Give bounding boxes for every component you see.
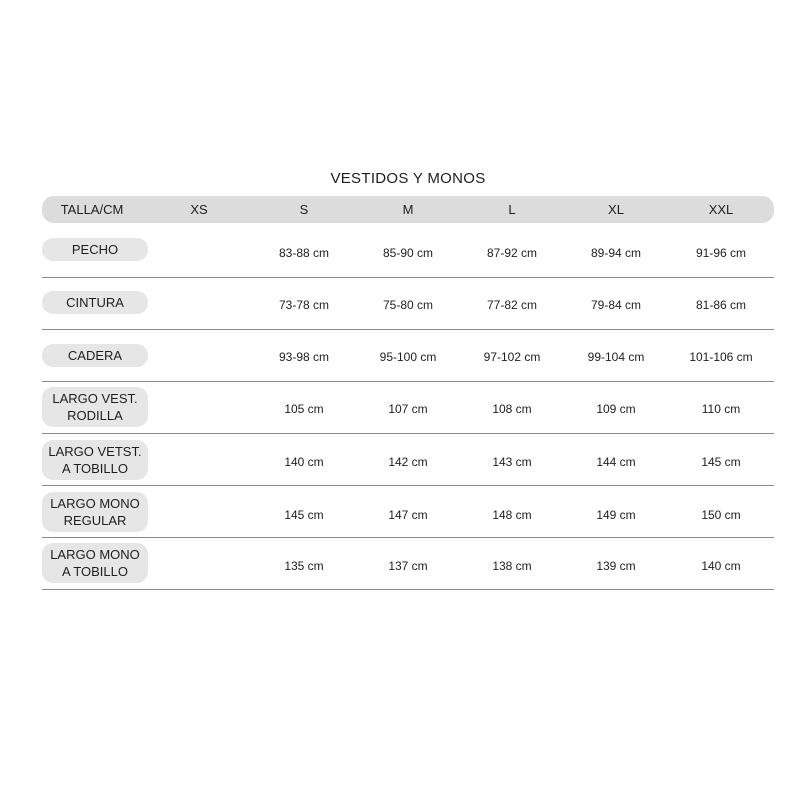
- header-m: M: [402, 202, 414, 217]
- row-label-line-1: LARGO VETST.: [48, 444, 142, 459]
- table-title: VESTIDOS Y MONOS: [330, 170, 486, 187]
- cell-xxl: 150 cm: [701, 508, 741, 522]
- row-label-pill: [42, 492, 148, 532]
- cell-xl: 109 cm: [596, 402, 636, 416]
- cell-xl: 99-104 cm: [587, 350, 645, 364]
- cell-s: 140 cm: [284, 455, 324, 469]
- row-label-pill: [42, 543, 148, 583]
- cell-m: 95-100 cm: [379, 350, 437, 364]
- header-l: L: [508, 202, 516, 217]
- row-label-line-2: RODILLA: [67, 408, 123, 423]
- cell-m: 147 cm: [388, 508, 428, 522]
- header-xxl: XXL: [708, 202, 734, 217]
- cell-l: 148 cm: [492, 508, 532, 522]
- cell-l: 108 cm: [492, 402, 532, 416]
- row-label-line-2: A TOBILLO: [61, 564, 128, 579]
- cell-xl: 149 cm: [596, 508, 636, 522]
- cell-xl: 79-84 cm: [590, 298, 642, 312]
- cell-xxl: 91-96 cm: [695, 246, 747, 260]
- row-label-pill: [42, 344, 148, 367]
- row-label: PECHO: [71, 242, 119, 257]
- cell-xxl: 81-86 cm: [695, 298, 747, 312]
- row-label-line-1: LARGO VEST.: [52, 391, 138, 406]
- table-row-largo-mono-tobillo: [42, 538, 774, 590]
- cell-xxl: 101-106 cm: [689, 350, 753, 364]
- row-label-line-2: A TOBILLO: [61, 461, 128, 476]
- cell-s: 83-88 cm: [278, 246, 330, 260]
- table-row-cadera: [42, 330, 774, 382]
- cell-xxl: 110 cm: [701, 402, 741, 416]
- cell-s: 105 cm: [284, 402, 324, 416]
- cell-m: 85-90 cm: [382, 246, 434, 260]
- cell-s: 73-78 cm: [278, 298, 330, 312]
- header-xl: XL: [608, 202, 624, 217]
- cell-m: 137 cm: [388, 559, 428, 573]
- header-size-column: TALLA/CM: [60, 202, 124, 217]
- row-divider: [42, 589, 774, 590]
- cell-xxl: 140 cm: [701, 559, 741, 573]
- cell-s: 145 cm: [284, 508, 324, 522]
- cell-l: 143 cm: [492, 455, 532, 469]
- table-header: [42, 196, 774, 223]
- row-label-line-1: LARGO MONO: [50, 547, 140, 562]
- row-label-pill: [42, 387, 148, 427]
- cell-s: 135 cm: [284, 559, 324, 573]
- cell-s: 93-98 cm: [278, 350, 330, 364]
- cell-m: 142 cm: [388, 455, 428, 469]
- table-row-pecho: [42, 226, 774, 278]
- cell-l: 87-92 cm: [486, 246, 538, 260]
- table-row-largo-vest-tobillo: [42, 434, 774, 486]
- row-label: CADERA: [67, 348, 123, 363]
- row-label-pill: [42, 440, 148, 480]
- row-label-pill: [42, 291, 148, 314]
- cell-xl: 89-94 cm: [590, 246, 642, 260]
- header-s: S: [299, 202, 309, 217]
- row-label-pill: [42, 238, 148, 261]
- table-row-cintura: [42, 278, 774, 330]
- cell-l: 138 cm: [492, 559, 532, 573]
- table-row-largo-vest-rodilla: [42, 382, 774, 434]
- table-row-largo-mono-regular: [42, 486, 774, 538]
- cell-l: 97-102 cm: [483, 350, 541, 364]
- row-label-line-1: LARGO MONO: [50, 496, 140, 511]
- cell-xxl: 145 cm: [701, 455, 741, 469]
- header-xs: XS: [190, 202, 208, 217]
- row-label: CINTURA: [66, 295, 124, 310]
- cell-l: 77-82 cm: [486, 298, 538, 312]
- cell-xl: 144 cm: [596, 455, 636, 469]
- cell-m: 75-80 cm: [382, 298, 434, 312]
- cell-xl: 139 cm: [596, 559, 636, 573]
- cell-m: 107 cm: [388, 402, 428, 416]
- row-label-line-2: REGULAR: [63, 513, 127, 528]
